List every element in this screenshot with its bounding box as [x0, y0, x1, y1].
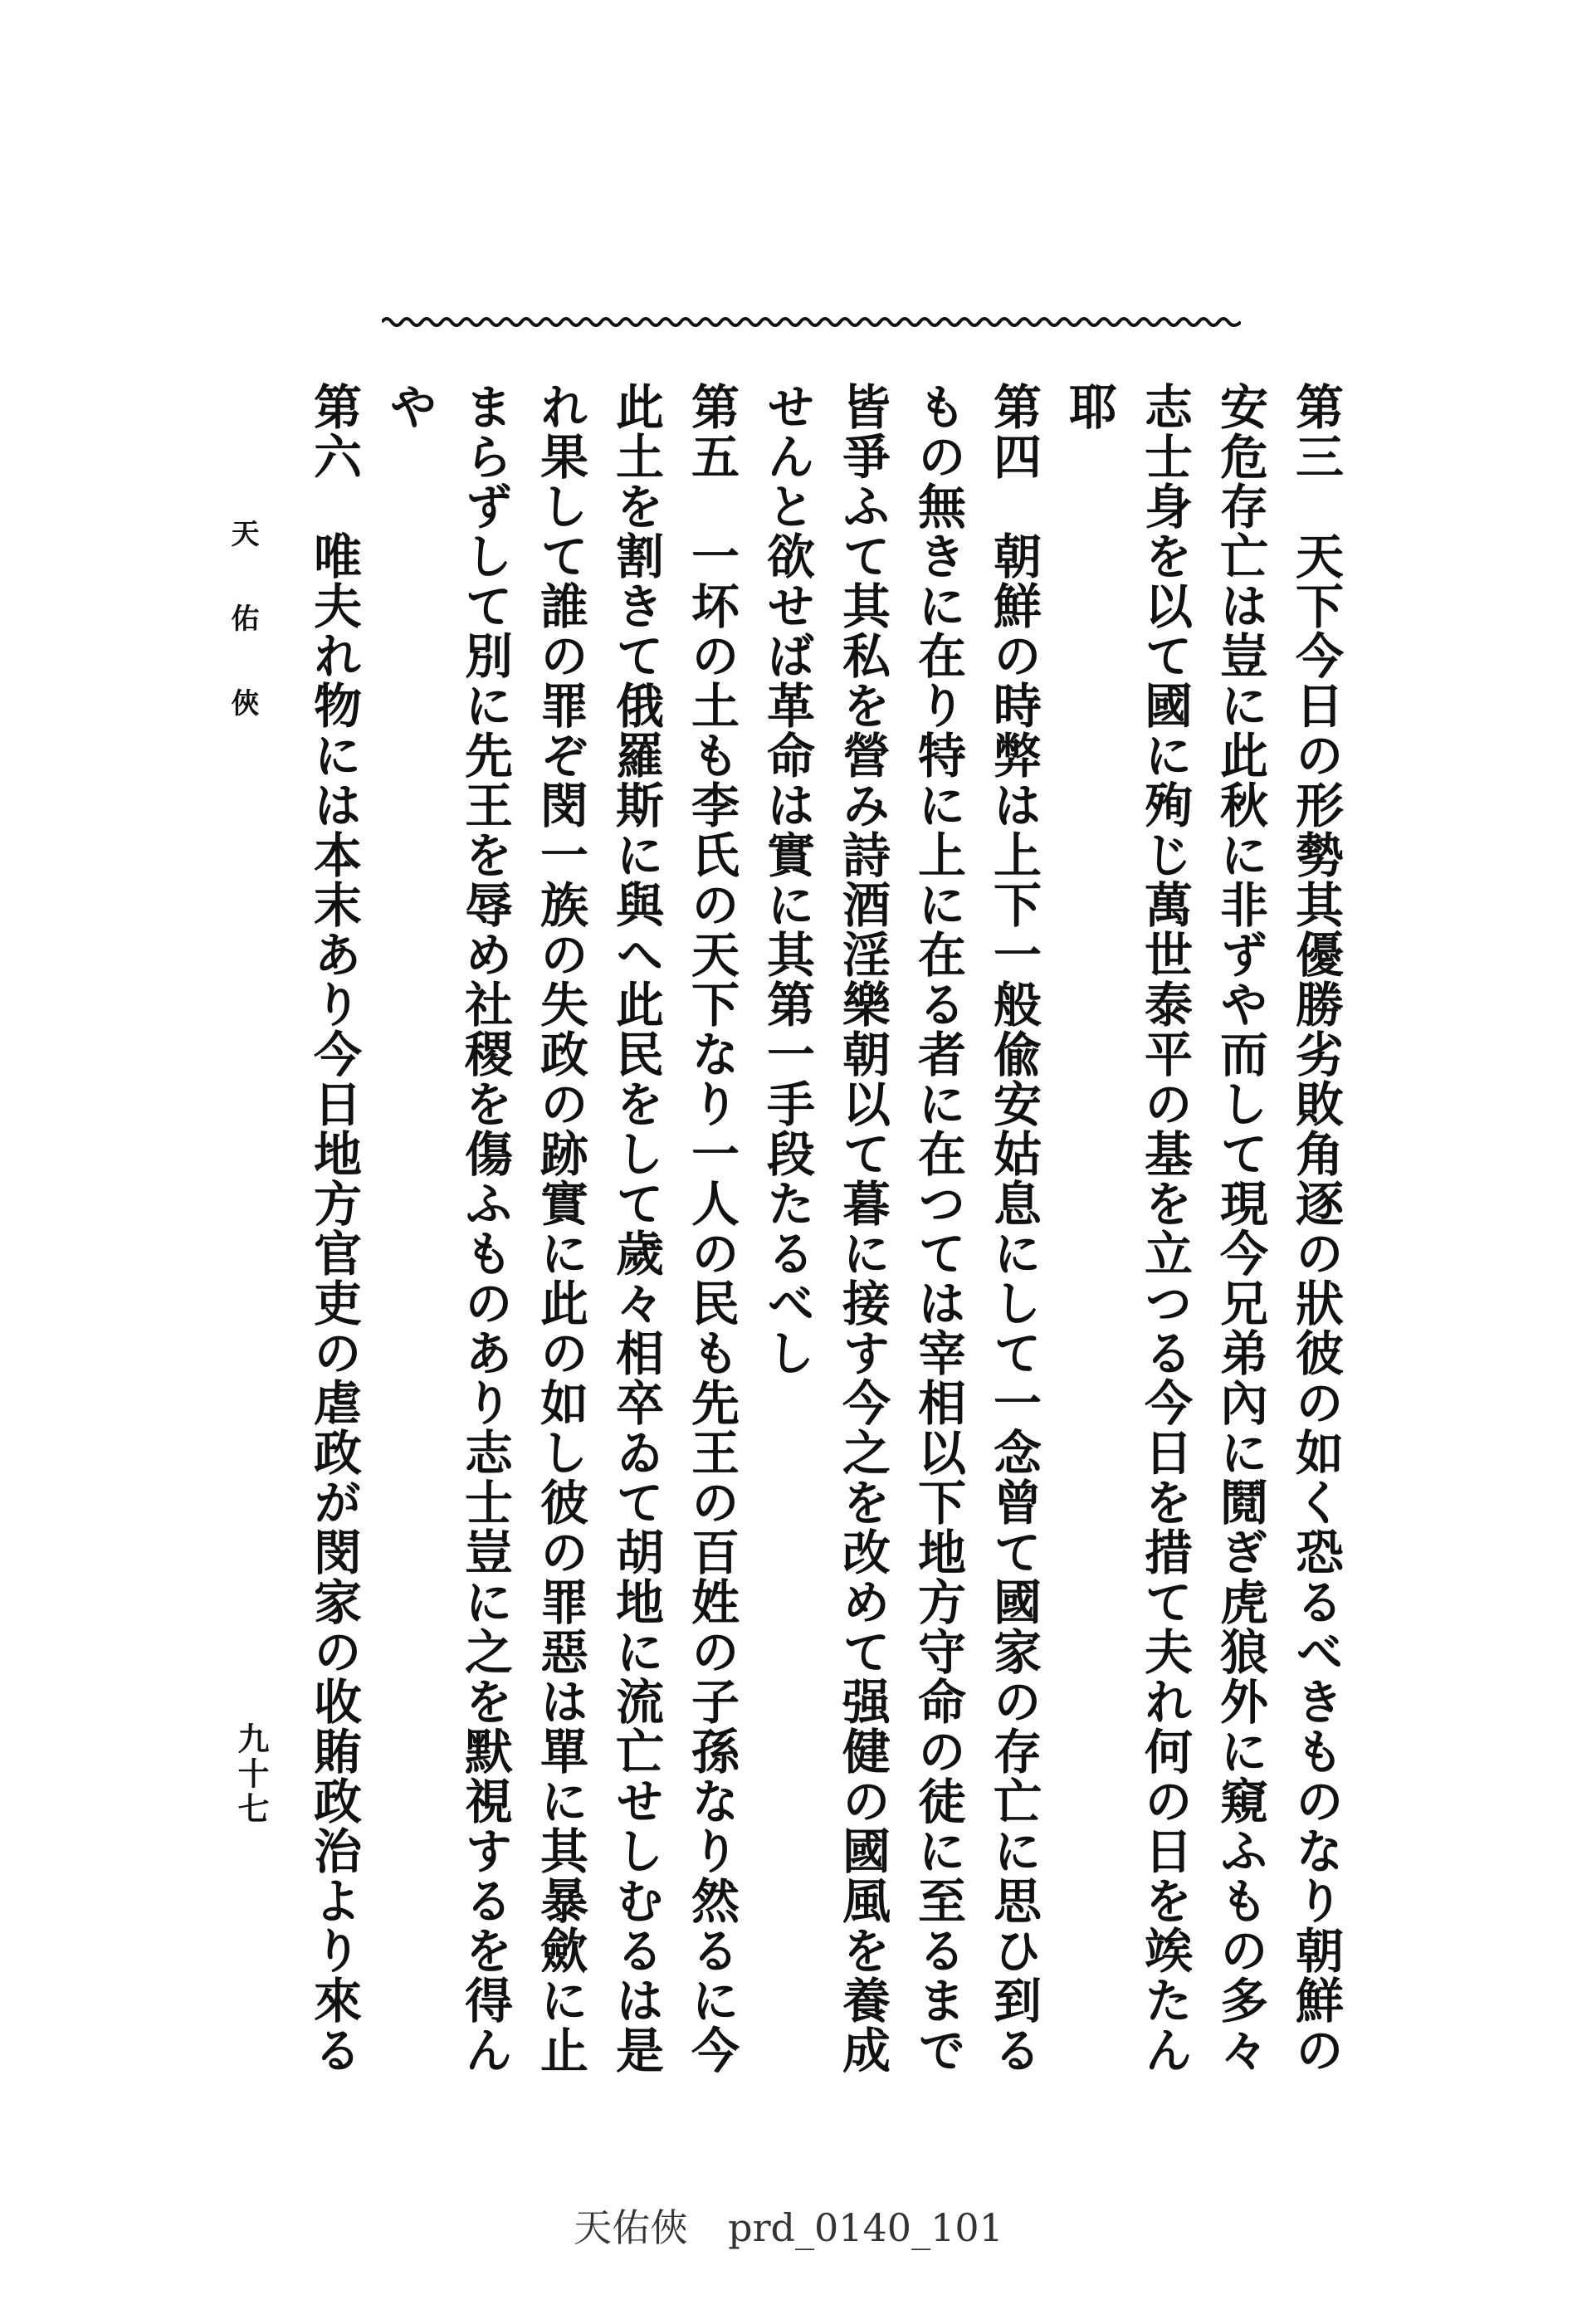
text-line: 此土を割きて俄羅斯に與へ此民をして歲々相卒ゐて胡地に流亡せしむるは是 [608, 382, 664, 2075]
text-line: 皆爭ふて其私を營み詩酒淫樂朝以て暮に接す今之を改めて强健の國風を養成 [834, 382, 891, 2075]
text-line: もの無きに在り特に上に在る者に在つては宰相以下地方守命の徒に至るまで [910, 382, 966, 2075]
text-line: せんと欲せば革命は實に其第一手段たるべし [759, 382, 815, 1378]
text-line: 第六 唯夫れ物には本末あり今日地方官吏の虐政が閔家の收賄政治より來る [305, 382, 362, 2075]
text-line: 安危存亡は豈に此秋に非ずや而して現今兄弟內に鬩ぎ虎狼外に窺ふもの多々 [1212, 382, 1268, 2075]
page-number: 九十七 [232, 1722, 270, 1827]
text-line: や [381, 382, 437, 432]
footer-caption [0, 2198, 1577, 2253]
text-line: 第四 朝鮮の時弊は上下一般偸安姑息にして一念曾て國家の存亡に思ひ到る [985, 382, 1042, 2075]
wavy-rule [382, 309, 1241, 332]
footer-id: prd_0140_101 [728, 2205, 1003, 2250]
text-line: 耶 [1061, 382, 1117, 432]
text-line: 志士身を以て國に殉じ萬世泰平の基を立つる今日を措て夫れ何の日を竢たん [1136, 382, 1193, 2075]
footer-title: 天佑俠 [574, 2205, 689, 2250]
running-head: 天佑俠 [226, 519, 259, 773]
text-line: 第三 天下今日の形勢其優勝劣敗角逐の狀彼の如く恐るべきものなり朝鮮の [1287, 382, 1344, 2075]
text-line: れ果して誰の罪ぞ閔一族の失政の跡實に此の如し彼の罪惡は單に其暴歛に止 [532, 382, 588, 2075]
text-line: まらずして別に先王を辱め社稷を傷ふものあり志士豈に之を默視するを得ん [456, 382, 513, 2075]
text-line: 第五 一坏の土も李氏の天下なり一人の民も先王の百姓の子孫なり然るに今 [683, 382, 740, 2075]
body-text [266, 382, 1353, 2075]
